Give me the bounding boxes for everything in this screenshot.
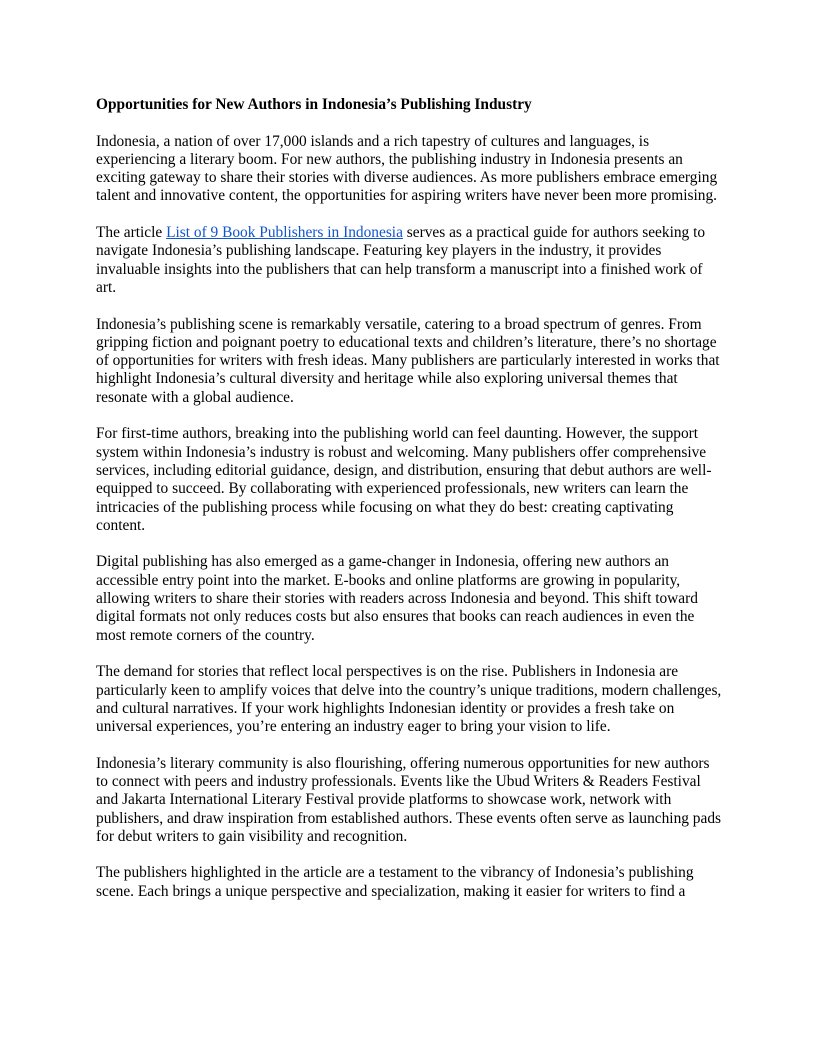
paragraph-intro: Indonesia, a nation of over 17,000 islands and a rich tapestry of cultures and languages, is experiencing a literary boom. For new authors, the publishing industry in Indonesia presents an exciting gateway to share their stories with diverse audiences. As more publishers embrace emerging talent and innovative content, the opportunities for aspiring writers have never been more promising.: [96, 132, 718, 205]
page-title: Opportunities for New Authors in Indonesia’s Publishing Industry: [96, 96, 532, 113]
paragraph-genres: Indonesia’s publishing scene is remarkably versatile, catering to a broad spectrum of genres. From gripping fiction and poignant poetry to educational texts and children’s literature, there’s no shortage of opportunities for writers with fresh ideas. Many publishers are particularly interested in works that highlight Indonesia’s cultural diversity and heritage while also exploring universal themes that resonate with a global audience.: [96, 315, 720, 406]
paragraph-text-after-link: serves as a practical guide for authors seeking to navigate Indonesia’s publishing landscape. Featuring key players in the industry, it provides invaluable insights into the publishers that can help transform a manuscript into a finished work of art.: [96, 224, 706, 296]
publishers-article-link[interactable]: List of 9 Book Publishers in Indonesia: [166, 224, 403, 242]
document-page: [96, 96, 722, 919]
paragraph-literary-community: Indonesia’s literary community is also flourishing, offering numerous opportunities for new authors to connect with peers and industry professionals. Events like the Ubud Writers & Readers Festival and Jakarta International Literary Festival provide platforms to showcase work, network with publishers, and draw inspiration from established authors. These events often serve as launching pads for debut writers to gain visibility and recognition.: [96, 754, 722, 845]
paragraph-article-link: [96, 224, 722, 297]
paragraph-digital-publishing: Digital publishing has also emerged as a game-changer in Indonesia, offering new authors an accessible entry point into the market. E-books and online platforms are growing in popularity, allowing writers to share their stories with readers across Indonesia and beyond. This shift toward digital formats not only reduces costs but also ensures that books can reach audiences in even the most remote corners of the country.: [96, 553, 698, 644]
paragraph-publishers-highlighted: The publishers highlighted in the article are a testament to the vibrancy of Indonesia’s publishing scene. Each brings a unique perspective and specialization, making it easier for writers to find a: [96, 864, 694, 900]
paragraph-local-perspectives: The demand for stories that reflect local perspectives is on the rise. Publishers in Indonesia are particularly keen to amplify voices that delve into the country’s unique traditions, modern challenges, and cultural narratives. If your work highlights Indonesian identity or provides a fresh take on universal experiences, you’re entering an industry eager to bring your vision to life.: [96, 663, 722, 736]
paragraph-text-before-link: The article: [96, 224, 167, 242]
paragraph-first-time-authors: For first-time authors, breaking into the publishing world can feel daunting. However, the support system within Indonesia’s industry is robust and welcoming. Many publishers offer comprehensive services, including editorial guidance, design, and distribution, ensuring that debut authors are well-equipped to succeed. By collaborating with experienced professionals, new writers can learn the intricacies of the publishing process while focusing on what they do best: creating captivating content.: [96, 425, 712, 534]
